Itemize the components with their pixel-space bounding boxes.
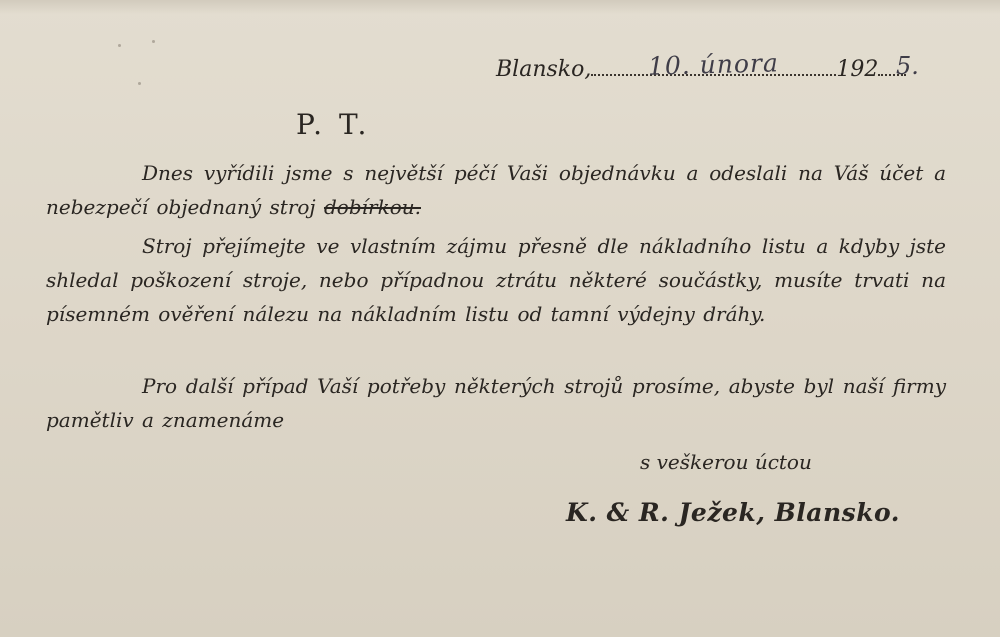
salutation: P. T. xyxy=(296,108,371,141)
paragraph-2 xyxy=(46,229,946,331)
handwritten-year: 5. xyxy=(896,52,919,80)
paragraph-2-text: Stroj přejímejte ve vlastním zájmu přesně dle nákladního listu a kdyby jste shledal poškození stroje, nebo případnou ztrátu některé součástky, musíte trvati na písemném ověření nálezu na nákladním listu od tamní výdejny dráhy. xyxy=(46,234,946,326)
handwritten-date: 10. února xyxy=(647,48,780,81)
paragraph-3 xyxy=(46,369,946,437)
paper-edge xyxy=(0,0,1000,14)
closing-phrase: s veškerou úctou xyxy=(640,450,812,474)
year-printed: 192 xyxy=(836,57,879,82)
place-name: Blansko, xyxy=(496,57,592,82)
paragraph-1 xyxy=(46,156,946,224)
paragraph-1-text: Dnes vyřídili jsme s největší péčí Vaši objednávku a odeslali na Váš účet a nebezpečí objednaný stroj xyxy=(46,161,946,219)
paper-speck xyxy=(138,82,141,85)
struck-word: dobírkou. xyxy=(323,195,421,219)
paper-speck xyxy=(152,40,155,43)
signature-company: K. & R. Ježek, Blansko. xyxy=(566,498,900,527)
paper-speck xyxy=(118,44,121,47)
paragraph-3-text: Pro další případ Vaší potřeby některých strojů prosíme, abyste byl naší firmy pamětliv a znamenáme xyxy=(46,374,946,432)
